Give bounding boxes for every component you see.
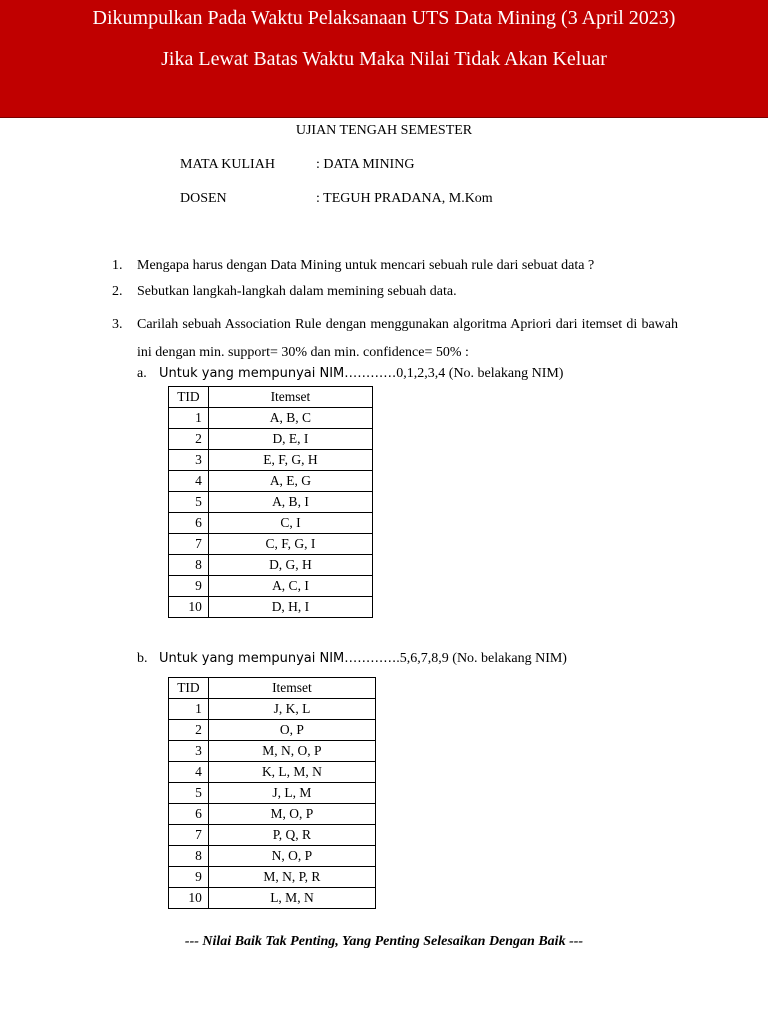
tid-cell: 1 xyxy=(169,408,209,429)
itemset-cell: M, N, P, R xyxy=(208,867,375,888)
itemset-cell: M, O, P xyxy=(208,804,375,825)
part-a-letter: a. xyxy=(137,366,147,381)
tid-cell: 10 xyxy=(169,888,209,909)
tid-cell: 8 xyxy=(169,555,209,576)
lecturer-value: : TEGUH PRADANA, M.Kom xyxy=(316,191,493,206)
table-row xyxy=(169,888,376,909)
table-row xyxy=(169,408,373,429)
question-number: 1. xyxy=(112,258,123,273)
tid-cell: 4 xyxy=(169,762,209,783)
tid-cell: 7 xyxy=(169,534,209,555)
tid-cell: 7 xyxy=(169,825,209,846)
table-row xyxy=(169,450,373,471)
table-row xyxy=(169,783,376,804)
question-text: Sebutkan langkah-langkah dalam memining sebuah data. xyxy=(137,284,457,299)
itemset-cell: D, H, I xyxy=(208,597,372,618)
table-row xyxy=(169,720,376,741)
table-row xyxy=(169,741,376,762)
column-header-itemset: Itemset xyxy=(208,387,372,408)
itemset-cell: K, L, M, N xyxy=(208,762,375,783)
itemset-cell: C, F, G, I xyxy=(208,534,372,555)
itemset-cell: E, F, G, H xyxy=(208,450,372,471)
column-header-tid: TID xyxy=(169,678,209,699)
exam-title: UJIAN TENGAH SEMESTER xyxy=(295,123,473,138)
table-row xyxy=(169,825,376,846)
question-text: Carilah sebuah Association Rule dengan menggunakan algoritma Apriori dari itemset di bawah ini dengan min. support= 30% dan min. confidence= 50% : xyxy=(137,317,678,360)
table-header-row xyxy=(169,678,376,699)
table-row xyxy=(169,762,376,783)
itemset-table-a xyxy=(168,386,373,618)
table-row xyxy=(169,429,373,450)
part-b-label xyxy=(159,651,567,667)
tid-cell: 9 xyxy=(169,576,209,597)
tid-cell: 6 xyxy=(169,513,209,534)
question-number: 3. xyxy=(112,317,123,332)
part-a-nim-suffix: 0,1,2,3,4 (No. belakang NIM) xyxy=(396,366,564,381)
itemset-cell: A, C, I xyxy=(208,576,372,597)
tid-cell: 10 xyxy=(169,597,209,618)
column-header-tid: TID xyxy=(169,387,209,408)
tid-cell: 8 xyxy=(169,846,209,867)
course-label: MATA KULIAH xyxy=(180,157,275,172)
part-a-label xyxy=(159,366,563,382)
table-row xyxy=(169,597,373,618)
table-row xyxy=(169,534,373,555)
itemset-table-b xyxy=(168,677,376,909)
table-row xyxy=(169,471,373,492)
banner-line-2: Jika Lewat Batas Waktu Maka Nilai Tidak Akan Keluar xyxy=(161,48,607,70)
tid-cell: 3 xyxy=(169,450,209,471)
itemset-cell: A, E, G xyxy=(208,471,372,492)
tid-cell: 3 xyxy=(169,741,209,762)
tid-cell: 2 xyxy=(169,429,209,450)
table-row xyxy=(169,804,376,825)
tid-cell: 5 xyxy=(169,783,209,804)
tid-cell: 6 xyxy=(169,804,209,825)
itemset-cell: D, E, I xyxy=(208,429,372,450)
tid-cell: 4 xyxy=(169,471,209,492)
part-b-nim-suffix: .5,6,7,8,9 (No. belakang NIM) xyxy=(396,651,567,666)
table-row xyxy=(169,492,373,513)
question-text: Mengapa harus dengan Data Mining untuk mencari sebuah rule dari sebuat data ? xyxy=(137,258,595,273)
itemset-cell: P, Q, R xyxy=(208,825,375,846)
itemset-cell: A, B, C xyxy=(208,408,372,429)
itemset-cell: A, B, I xyxy=(208,492,372,513)
table-row xyxy=(169,513,373,534)
itemset-cell: J, L, M xyxy=(208,783,375,804)
itemset-cell: L, M, N xyxy=(208,888,375,909)
tid-cell: 2 xyxy=(169,720,209,741)
part-b-nim-label: Untuk yang mempunyai NIM………… xyxy=(159,651,397,666)
itemset-cell: M, N, O, P xyxy=(208,741,375,762)
tid-cell: 5 xyxy=(169,492,209,513)
table-row xyxy=(169,555,373,576)
part-b-letter: b. xyxy=(137,651,148,666)
itemset-cell: C, I xyxy=(208,513,372,534)
table-row xyxy=(169,846,376,867)
footer-motto: --- Nilai Baik Tak Penting, Yang Penting Selesaikan Dengan Baik --- xyxy=(184,934,584,949)
table-header-row xyxy=(169,387,373,408)
header-banner xyxy=(0,0,768,118)
course-value: : DATA MINING xyxy=(316,157,415,172)
table-row xyxy=(169,699,376,720)
banner-line-1: Dikumpulkan Pada Waktu Pelaksanaan UTS Data Mining (3 April 2023) xyxy=(92,7,676,29)
tid-cell: 1 xyxy=(169,699,209,720)
itemset-cell: J, K, L xyxy=(208,699,375,720)
itemset-cell: D, G, H xyxy=(208,555,372,576)
table-row xyxy=(169,576,373,597)
lecturer-label: DOSEN xyxy=(180,191,227,206)
itemset-cell: N, O, P xyxy=(208,846,375,867)
question-number: 2. xyxy=(112,284,123,299)
tid-cell: 9 xyxy=(169,867,209,888)
table-row xyxy=(169,867,376,888)
column-header-itemset: Itemset xyxy=(208,678,375,699)
itemset-cell: O, P xyxy=(208,720,375,741)
part-a-nim-label: Untuk yang mempunyai NIM………… xyxy=(159,366,397,381)
